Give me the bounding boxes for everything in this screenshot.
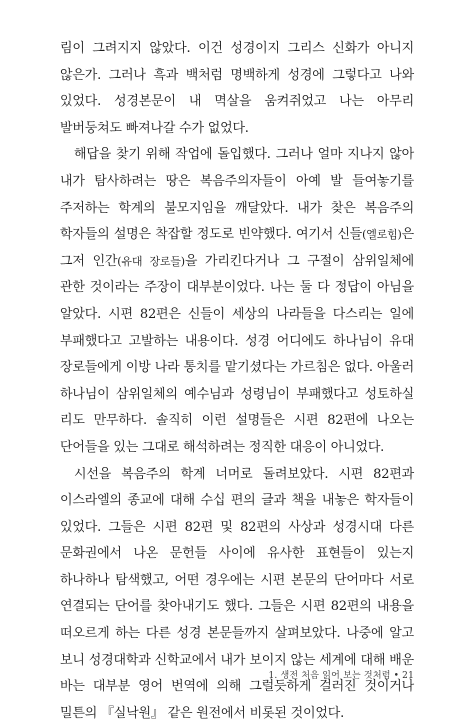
page-number: 21 (402, 671, 414, 681)
footer-chapter-title: 1. 생전 처음 읽어 보는 것처럼 (268, 671, 390, 681)
paragraph-2-text-b: 은 그저 인간 (60, 227, 414, 269)
paragraph-2-text-c: 을 가리킨다거나 그 구절이 삼위일체에 관한 것이라는 주장이 대부분이었다. 나는 둘 다 정답이 아님을 알았다. 시편 82편은 신들이 세상의 나라들을 다스리는 일에 부패했다고 고발하는 내용이다. 성경 어디에도 하나님이 유대 장로들에게 이방 나라 통치를 맡기셨다는 가르침은 없다. 아울러 하나님이 삼위일체의 예수님과 성령님이 부패했다고 성토하실 리도 만무하다. 솔직히 이런 설명들은 시편 82편에 나오는 단어들을 있는 그대로 해석하려는 정직한 대응이 아니었다. (60, 254, 414, 455)
annotation-elohim: (엘로힘) (362, 228, 401, 241)
page-body (60, 36, 414, 727)
paragraph-3: 시선을 복음주의 학계 너머로 돌려보았다. 시편 82편과 이스라엘의 종교에 대해 수십 편의 글과 책을 내놓은 학자들이 있었다. 그들은 시편 82편 및 82편의 사상과 성경시대 다른 문화권에서 나온 문헌들 사이에 유사한 표현들이 있는지 하나하나 탐색했고, 어떤 경우에는 시편 본문의 단어마다 서로 연결되는 단어를 찾아내기도 했다. 그들은 시편 82편의 내용을 떠오르게 하는 다른 성경 본문들까지 살펴보았다. 나중에 알고 보니 성경대학과 신학교에서 내가 보이지 않는 세계에 대해 배운 바는 대부분 영어 번역에 의해 그럴듯하게 걸러진 것이거나 밀튼의 『실낙원』 같은 원전에서 비롯된 것이었다. (60, 462, 414, 727)
paragraph-1: 림이 그려지지 않았다. 이건 성경이지 그리스 신화가 아니지 않은가. 그러나 흑과 백처럼 명백하게 성경에 그렇다고 나와 있었다. 성경본문이 내 멱살을 움켜쥐었고 나는 아무리 발버둥쳐도 빠져나갈 수가 없었다. (60, 36, 414, 142)
running-footer (268, 668, 414, 681)
paragraph-2 (60, 142, 414, 461)
footer-separator: • (391, 671, 403, 681)
paragraph-2-text-a: 해답을 찾기 위해 작업에 돌입했다. 그러나 얼마 지나지 않아 내가 탐사하려는 땅은 복음주의자들이 아예 발 들여놓기를 주저하는 학계의 불모지임을 깨달았다. 내가 찾은 복음주의 학자들의 설명은 착잡할 정도로 빈약했다. 여기서 신들 (60, 147, 414, 242)
annotation-jewish-elders: (유대 장로들) (117, 255, 185, 268)
